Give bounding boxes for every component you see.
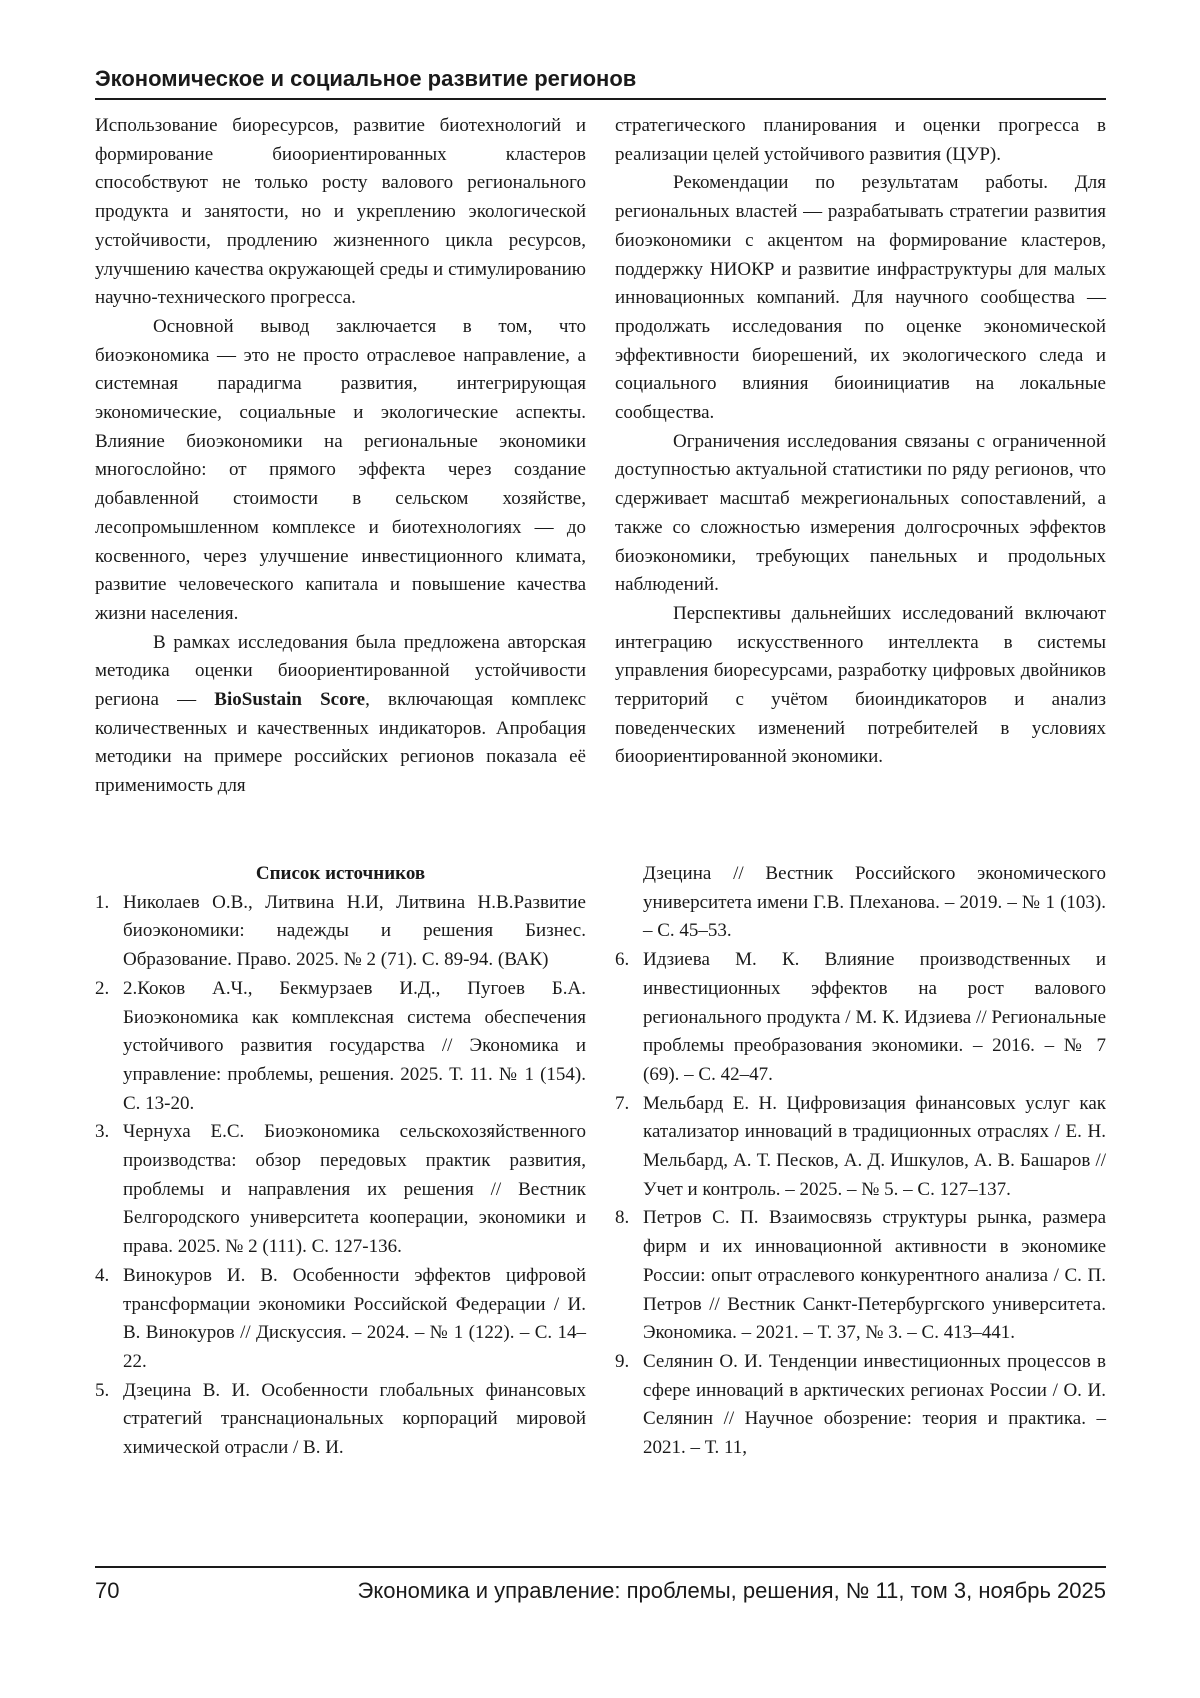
reference-item: 5. Дзецина В. И. Особенности глобальных финансовых стратегий транснациональных корпораций мировой химической отрасли / В. И. (95, 1379, 586, 1459)
reference-item: 3. Чернуха Е.С. Биоэкономика сельскохозяйственного производства: обзор передовых практик развития, проблемы и направления их решения // Вестник Белгородского университета кооперации, экономики и права. 2025. № 2 (111). С. 127-136. (95, 1121, 586, 1258)
body-column-left (95, 112, 586, 801)
reference-item: 4. Винокуров И. В. Особенности эффектов цифровой трансформации экономики Российской Федерации / И. В. Винокуров // Дискуссия. – 2024. – № 1 (122). – С. 14–22. (95, 1264, 586, 1372)
references-column-right (615, 860, 1106, 1463)
reference-item: 2. 2.Коков А.Ч., Бекмурзаев И.Д., Пугоев Б.А. Биоэкономика как комплексная система обеспечения устойчивого развития государства // Экономика и управление: проблемы, решения. 2025. Т. 11. № 1 (154). С. 13-20. (95, 977, 586, 1114)
paragraph: Использование биоресурсов, развитие биотехнологий и формирование биоориентированных кластеров способствуют не только росту валового регионального продукта и занятости, но и укреплению экологической устойчивости, продлению жизненного цикла ресурсов, улучшению качества окружающей среды и стимулированию научно-технического прогресса. (95, 115, 586, 309)
journal-citation: Экономика и управление: проблемы, решения, № 11, том 3, ноябрь 2025 (357, 1578, 1106, 1603)
paragraph: Основной вывод заключается в том, что биоэкономика — это не просто отраслевое направление, а системная парадигма развития, интегрирующая экономические, социальные и экологические аспекты. Влияние биоэкономики на региональные экономики многослойно: от прямого эффекта через создание добавленной стоимости в сельском хозяйстве, лесопромышленном комплексе и биотехнологиях — до косвенного, через улучшение инвестиционного климата, развитие человеческого капитала и повышение качества жизни населения. (95, 315, 586, 624)
section-title: Экономическое и социальное развитие регионов (95, 66, 637, 91)
paragraph: стратегического планирования и оценки прогресса в реализации целей устойчивого развития (ЦУР). (615, 115, 1106, 165)
reference-item: 1. Николаев О.В., Литвина Н.И, Литвина Н.В.Развитие биоэкономики: надежды и решения Бизнес. Образование. Право. 2025. № 2 (71). С. 89-94. (ВАК) (95, 891, 586, 971)
page-number: 70 (95, 1578, 120, 1603)
paragraph: Рекомендации по результатам работы. Для региональных властей — разрабатывать стратегии развития биоэкономики с акцентом на формирование кластеров, поддержку НИОКР и развитие инфраструктуры для малых инновационных компаний. Для научного сообщества — продолжать исследования по оценке экономической эффективности биорешений, их экологического следа и социального влияния биоинициатив на локальные сообщества. (615, 172, 1106, 424)
paragraph: В рамках исследования была предложена авторская методика оценки биоориентированной устойчивости региона — BioSustain Score, включающая комплекс количественных и качественных индикаторов. Апробация методики на примере российских регионов показала её применимость для (95, 631, 587, 797)
references-column-left (95, 860, 586, 1463)
paragraph: Перспективы дальнейших исследований включают интеграцию искусственного интеллекта в системы управления биоресурсами, разработку цифровых двойников территорий с учётом биоиндикаторов и анализ поведенческих изменений потребителей в условиях биоориентированной экономики. (615, 602, 1106, 768)
body-column-right (615, 112, 1106, 772)
reference-item: 8. Петров С. П. Взаимосвязь структуры рынка, размера фирм и их инновационной активности в экономике России: опыт отраслевого конкурентного анализа / С. П. Петров // Вестник Санкт-Петербургского университета. Экономика. – 2021. – Т. 37, № 3. – С. 413–441. (615, 1207, 1106, 1344)
page-footer (95, 1566, 1106, 1606)
paragraph: Ограничения исследования связаны с ограниченной доступностью актуальной статистики по ряду регионов, что сдерживает масштаб межрегиональных сопоставлений, а также со сложностью измерения долгосрочных эффектов биоэкономики, требующих панельных и продольных наблюдений. (615, 430, 1106, 596)
reference-item: 9. Селянин О. И. Тенденции инвестиционных процессов в сфере инноваций в арктических регионах России / О. И. Селянин // Научное обозрение: теория и практика. – 2021. – Т. 11, (615, 1350, 1106, 1459)
reference-continuation: Дзецина // Вестник Российского экономического университета имени Г.В. Плеханова. – 2019. – № 1 (103). – С. 45–53. (643, 863, 1106, 942)
running-header (95, 64, 1106, 100)
reference-item: 6. Идзиева М. К. Влияние производственных и инвестиционных эффектов на рост валового регионального продукта / М. К. Идзиева // Региональные проблемы преобразования экономики. – 2016. – № 7 (69). – С. 42–47. (615, 949, 1106, 1085)
references-heading: Список источников (255, 863, 426, 884)
reference-item: 7. Мельбард Е. Н. Цифровизация финансовых услуг как катализатор инноваций в традиционных отраслях / Е. Н. Мельбард, А. Т. Песков, А. Д. Ишкулов, А. В. Башаров // Учет и контроль. – 2025. – № 5. – С. 127–137. (615, 1092, 1106, 1200)
method-name: BioSustain Score (214, 689, 366, 711)
